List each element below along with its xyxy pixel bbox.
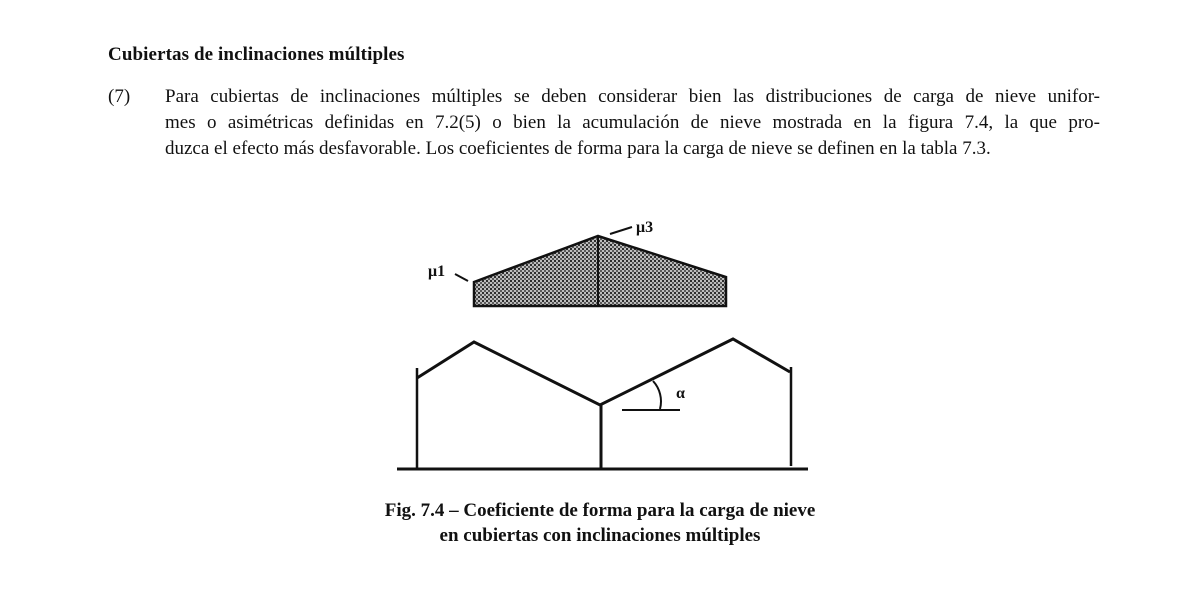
figure-snow-load-diagram (390, 212, 820, 482)
clause-line: duzca el efecto más desfavorable. Los coeficientes de forma para la carga de nieve se definen en la tabla 7.3. (165, 138, 991, 159)
angle-arc (653, 381, 661, 409)
snow-load-shape (474, 236, 726, 306)
caption-line: en cubiertas con inclinaciones múltiples (439, 525, 761, 546)
clause-line: Para cubiertas de inclinaciones múltiples se deben considerar bien las distribuciones de carga de nieve unifor- (165, 86, 1100, 107)
mu3-pointer-line (610, 227, 632, 234)
clause-text (165, 84, 1100, 162)
clause-line: mes o asimétricas definidas en 7.2(5) o bien la acumulación de nieve mostrada en la figura 7.4, la que pro- (165, 112, 1100, 133)
clause-number: (7) (108, 86, 131, 107)
caption-line: Fig. 7.4 – Coeficiente de forma para la carga de nieve (384, 500, 816, 521)
mu1-pointer-line (455, 274, 468, 281)
snow-load-diagram (390, 212, 820, 482)
mu1-label: μ1 (428, 263, 446, 280)
mu3-label: μ3 (636, 219, 654, 236)
roof-profile (417, 339, 790, 405)
alpha-label: α (676, 385, 685, 402)
section-heading: Cubiertas de inclinaciones múltiples (108, 44, 405, 65)
figure-caption (300, 498, 900, 548)
